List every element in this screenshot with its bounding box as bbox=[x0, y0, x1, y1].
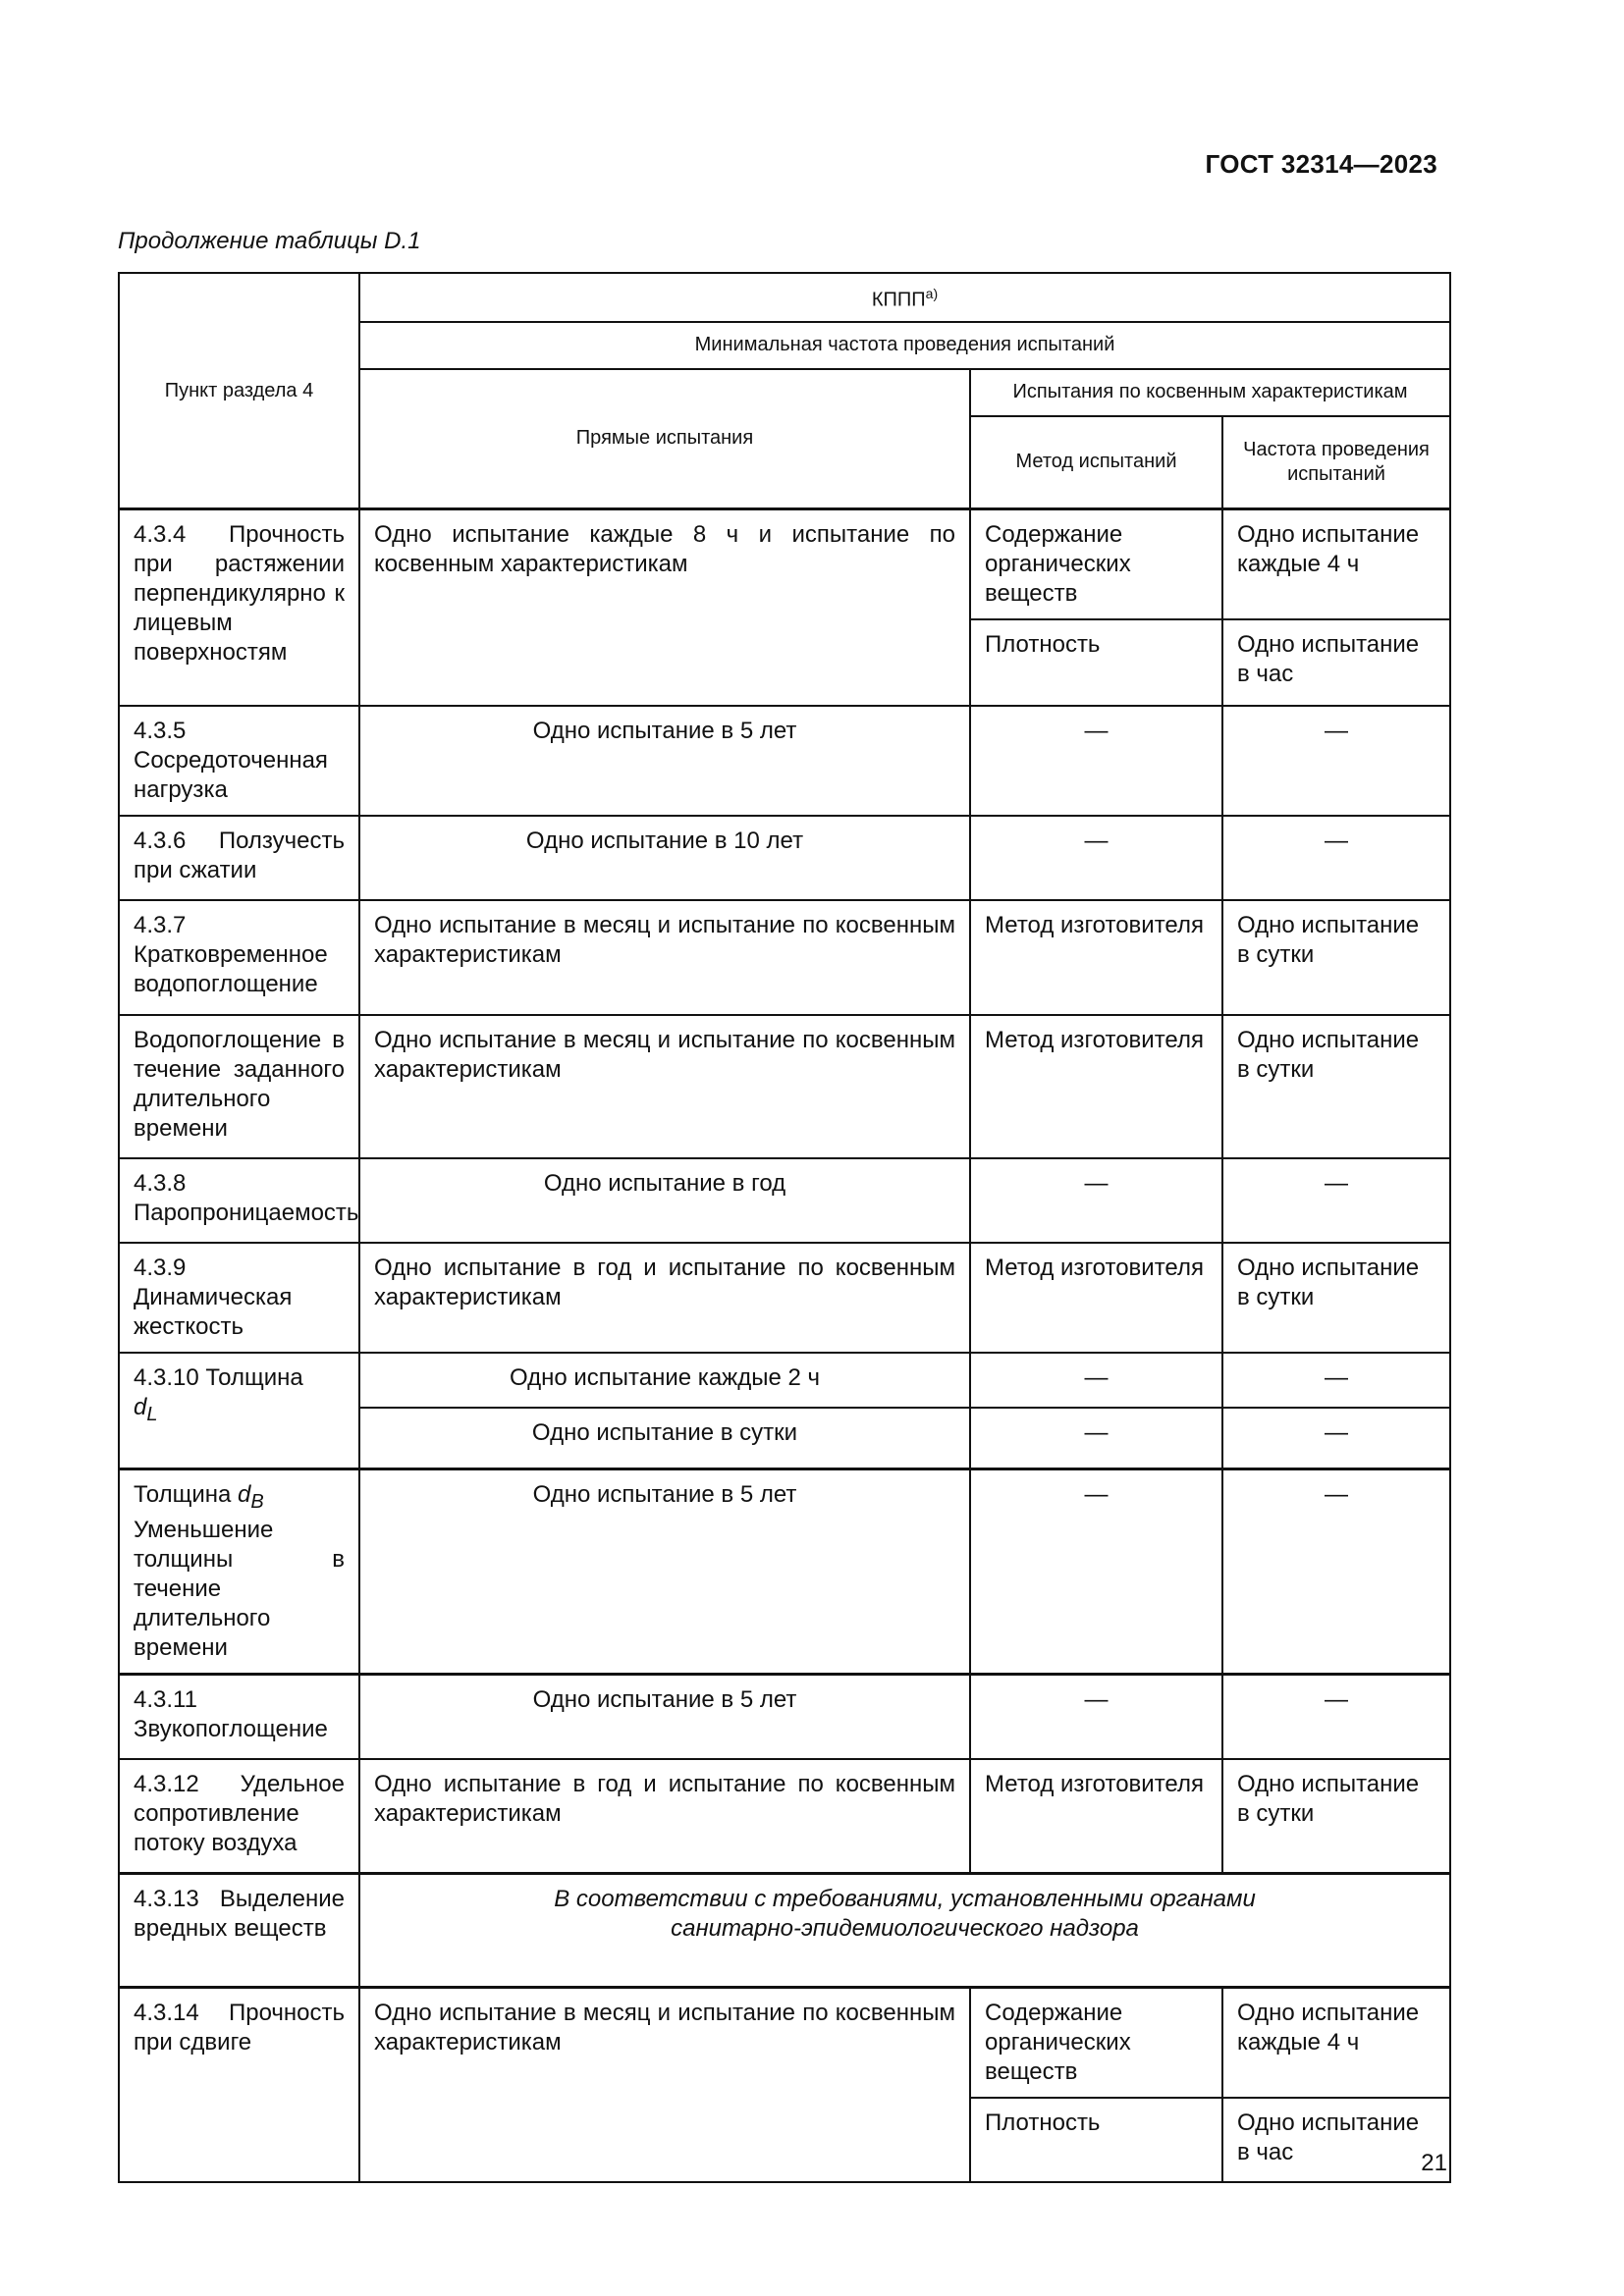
header-row bbox=[119, 273, 1450, 322]
table-row bbox=[119, 706, 1450, 816]
method-cell: — bbox=[970, 1408, 1222, 1468]
direct-test-cell: Одно испытание каждые 2 ч bbox=[359, 1353, 970, 1408]
header-test-method: Метод испытаний bbox=[970, 416, 1222, 509]
method-cell: Метод изготовителя bbox=[970, 900, 1222, 1015]
method-cell: — bbox=[970, 1353, 1222, 1408]
method-cell: Метод изготовителя bbox=[970, 1243, 1222, 1353]
clause-cell: 4.3.14 Прочность при сдвиге bbox=[119, 1988, 359, 2183]
method-cell: Содержание органических веществ bbox=[970, 1988, 1222, 2099]
method-cell: — bbox=[970, 1158, 1222, 1243]
table-caption: Продолжение таблицы D.1 bbox=[118, 228, 421, 254]
merged-requirement-cell: В соответствии с требованиями, установленными органами санитарно-эпидемиологического надзора bbox=[359, 1874, 1450, 1988]
table-row bbox=[119, 900, 1450, 1015]
method-cell: — bbox=[970, 816, 1222, 900]
direct-test-cell: Одно испытание в месяц и испытание по косвенным характеристикам bbox=[359, 900, 970, 1015]
frequency-cell: Одно испытание в сутки bbox=[1222, 1243, 1450, 1353]
clause-cell: 4.3.6 Ползучесть при сжатии bbox=[119, 816, 359, 900]
direct-test-cell: Одно испытание в год и испытание по косвенным характеристикам bbox=[359, 1243, 970, 1353]
clause-cell: 4.3.10 Толщина $d_L$ bbox=[119, 1353, 359, 1468]
clause-cell: Толщина $d_B$ Уменьшение толщины в течение длительного времени bbox=[119, 1468, 359, 1675]
requirements-table bbox=[118, 272, 1451, 2183]
header-test-frequency: Частота проведения испытаний bbox=[1222, 416, 1450, 509]
frequency-cell: — bbox=[1222, 1158, 1450, 1243]
table-row bbox=[119, 1015, 1450, 1158]
frequency-cell: — bbox=[1222, 1468, 1450, 1675]
table-row bbox=[119, 816, 1450, 900]
method-cell: — bbox=[970, 706, 1222, 816]
frequency-cell: Одно испытание в сутки bbox=[1222, 900, 1450, 1015]
frequency-cell: Одно испытание каждые 4 ч bbox=[1222, 1988, 1450, 2099]
frequency-cell: Одно испытание каждые 4 ч bbox=[1222, 509, 1450, 620]
direct-test-cell: Одно испытание в год bbox=[359, 1158, 970, 1243]
table-row bbox=[119, 509, 1450, 620]
frequency-cell: Одно испытание в сутки bbox=[1222, 1759, 1450, 1874]
direct-test-cell: Одно испытание в сутки bbox=[359, 1408, 970, 1468]
frequency-cell: — bbox=[1222, 1353, 1450, 1408]
header-clause: Пункт раздела 4 bbox=[119, 273, 359, 509]
method-cell: Плотность bbox=[970, 619, 1222, 706]
header-indirect-tests: Испытания по косвенным характеристикам bbox=[970, 369, 1450, 416]
clause-cell: 4.3.5 Сосредоточенная нагрузка bbox=[119, 706, 359, 816]
table-row bbox=[119, 1874, 1450, 1988]
method-cell: — bbox=[970, 1675, 1222, 1759]
header-min-frequency: Минимальная частота проведения испытаний bbox=[359, 322, 1450, 369]
table-row bbox=[119, 1468, 1450, 1675]
table-row bbox=[119, 1158, 1450, 1243]
table-row bbox=[119, 1243, 1450, 1353]
method-cell: Метод изготовителя bbox=[970, 1759, 1222, 1874]
direct-test-cell: Одно испытание в 10 лет bbox=[359, 816, 970, 900]
direct-test-cell: Одно испытание каждые 8 ч и испытание по косвенным характеристикам bbox=[359, 509, 970, 707]
method-cell: Содержание органических веществ bbox=[970, 509, 1222, 620]
table-row bbox=[119, 1675, 1450, 1759]
direct-test-cell: Одно испытание в месяц и испытание по косвенным характеристикам bbox=[359, 1988, 970, 2183]
direct-test-cell: Одно испытание в 5 лет bbox=[359, 1675, 970, 1759]
frequency-cell: — bbox=[1222, 706, 1450, 816]
header-direct-tests: Прямые испытания bbox=[359, 369, 970, 509]
table-row bbox=[119, 1759, 1450, 1874]
method-cell: — bbox=[970, 1468, 1222, 1675]
direct-test-cell: Одно испытание в месяц и испытание по косвенным характеристикам bbox=[359, 1015, 970, 1158]
clause-cell: 4.3.7 Кратковременное водопоглощение bbox=[119, 900, 359, 1015]
page-number: 21 bbox=[1421, 2150, 1447, 2176]
frequency-cell: Одно испытание в сутки bbox=[1222, 1015, 1450, 1158]
clause-cell: Водопоглощение в течение заданного длительного времени bbox=[119, 1015, 359, 1158]
direct-test-cell: Одно испытание в 5 лет bbox=[359, 1468, 970, 1675]
method-cell: Метод изготовителя bbox=[970, 1015, 1222, 1158]
frequency-cell: — bbox=[1222, 1675, 1450, 1759]
frequency-cell: — bbox=[1222, 1408, 1450, 1468]
direct-test-cell: Одно испытание в год и испытание по косвенным характеристикам bbox=[359, 1759, 970, 1874]
direct-test-cell: Одно испытание в 5 лет bbox=[359, 706, 970, 816]
frequency-cell: — bbox=[1222, 816, 1450, 900]
clause-cell: 4.3.11 Звукопоглощение bbox=[119, 1675, 359, 1759]
clause-cell: 4.3.8 Паропроницаемость bbox=[119, 1158, 359, 1243]
table-row bbox=[119, 1353, 1450, 1408]
document-code: ГОСТ 32314—2023 bbox=[1205, 149, 1437, 179]
frequency-cell: Одно испытание в час bbox=[1222, 619, 1450, 706]
frequency-cell: Одно испытание в час bbox=[1222, 2098, 1450, 2182]
table-row bbox=[119, 1988, 1450, 2099]
header-kppp: КППП$^{a)}$ bbox=[359, 273, 1450, 322]
clause-cell: 4.3.9 Динамическая жесткость bbox=[119, 1243, 359, 1353]
method-cell: Плотность bbox=[970, 2098, 1222, 2182]
clause-cell: 4.3.12 Удельное сопротивление потоку воздуха bbox=[119, 1759, 359, 1874]
clause-cell: 4.3.4 Прочность при растяжении перпендикулярно к лицевым поверхностям bbox=[119, 509, 359, 707]
clause-cell: 4.3.13 Выделение вредных веществ bbox=[119, 1874, 359, 1988]
